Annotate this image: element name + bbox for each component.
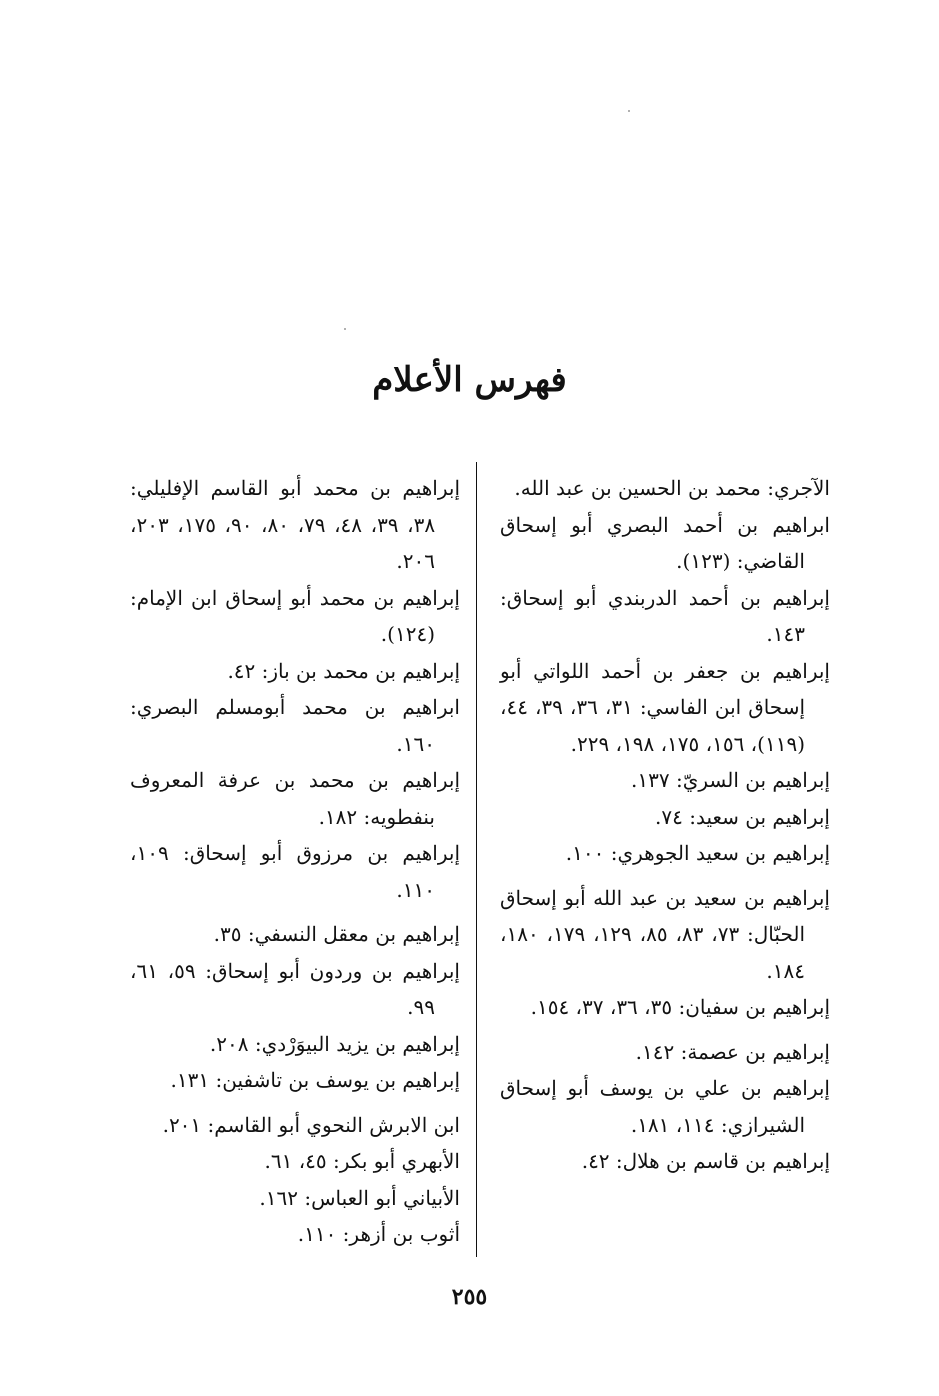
index-entry: أثوب بن أزهر: ١١٠. <box>297 1222 460 1246</box>
index-entry: إبراهيم بن سفيان: ٣٥، ٣٦، ٣٧، ١٥٤. <box>530 995 830 1019</box>
index-entry: إبراهيم بن محمد أبو إسحاق ابن الإمام: (١٢٤). <box>130 585 460 646</box>
index-entry: ابن الابرش النحوي أبو القاسم: ٢٠١. <box>162 1112 460 1137</box>
index-entry: إبراهيم بن محمد أبو القاسم الإفليلي: ٣٨، ٣٩، ٤٨، ٧٩، ٨٠، ٩٠، ١٧٥، ٢٠٣، ٢٠٦. <box>130 476 460 573</box>
index-entry: إبراهيم بن علي بن يوسف أبو إسحاق الشيرازي: ١١٤، ١٨١. <box>500 1076 830 1137</box>
index-column-right <box>500 470 830 1180</box>
index-entry: إبراهيم بن عصمة: ١٤٢. <box>635 1039 830 1064</box>
index-entry: الأبهري أبو بكر: ٤٥، ٦١. <box>264 1149 460 1173</box>
index-column-left <box>130 470 460 1253</box>
column-divider <box>476 462 477 1257</box>
scan-speck <box>344 328 346 330</box>
index-entry: إبراهيم بن أحمد الدربندي أبو إسحاق: ١٤٣. <box>500 585 830 646</box>
index-entry: ابراهيم بن أحمد البصري أبو إسحاق القاضي: (١٢٣). <box>500 512 830 573</box>
index-entry: إبراهيم بن قاسم بن هلال: ٤٢. <box>581 1149 830 1173</box>
index-entry: إبراهيم بن محمد بن عرفة المعروف بنفطويه: ١٨٢. <box>130 768 460 829</box>
page-title: فهرس الأعلام <box>372 360 567 400</box>
index-entry: الآجري: محمد بن الحسين بن عبد الله. <box>514 476 830 500</box>
page-number: ٢٥٥ <box>451 1284 488 1310</box>
index-entry: إبراهيم بن وردون أبو إسحاق: ٥٩، ٦١، ٩٩. <box>130 958 460 1019</box>
index-entry: الأبياني أبو العباس: ١٦٢. <box>259 1185 460 1210</box>
scan-speck <box>628 110 630 112</box>
index-entry: إبراهيم بن جعفر بن أحمد اللواتي أبو إسحاق ابن الفاسي: ٣١، ٣٦، ٣٩، ٤٤، (١١٩)، ١٥٦، ١٧٥، ١٩٨، ٢٢٩. <box>500 658 830 756</box>
index-entry: إبراهيم بن سعيد الجوهري: ١٠٠. <box>565 841 830 865</box>
index-entry: إبراهيم بن محمد بن باز: ٤٢. <box>227 658 460 683</box>
index-entry: إبراهيم بن سعيد بن عبد الله أبو إسحاق الحبّال: ٧٣، ٨٣، ٨٥، ١٢٩، ١٧٩، ١٨٠، ١٨٤. <box>500 885 830 983</box>
index-entry: إبراهيم بن يوسف بن تاشفين: ١٣١. <box>170 1068 460 1092</box>
index-entry: إبراهيم بن معقل النسفي: ٣٥. <box>213 922 460 946</box>
index-entry: إبراهيم بن سعيد: ٧٤. <box>655 804 830 829</box>
index-entry: ابراهيم بن محمد أبومسلم البصري: ١٦٠. <box>130 695 460 756</box>
index-entry: إبراهيم بن يزيد البيوَرْدي: ٢٠٨. <box>209 1031 460 1056</box>
index-entry: إبراهيم بن مرزوق أبو إسحاق: ١٠٩، ١١٠. <box>130 841 460 902</box>
index-entry: إبراهيم بن السريّ: ١٣٧. <box>631 768 830 792</box>
